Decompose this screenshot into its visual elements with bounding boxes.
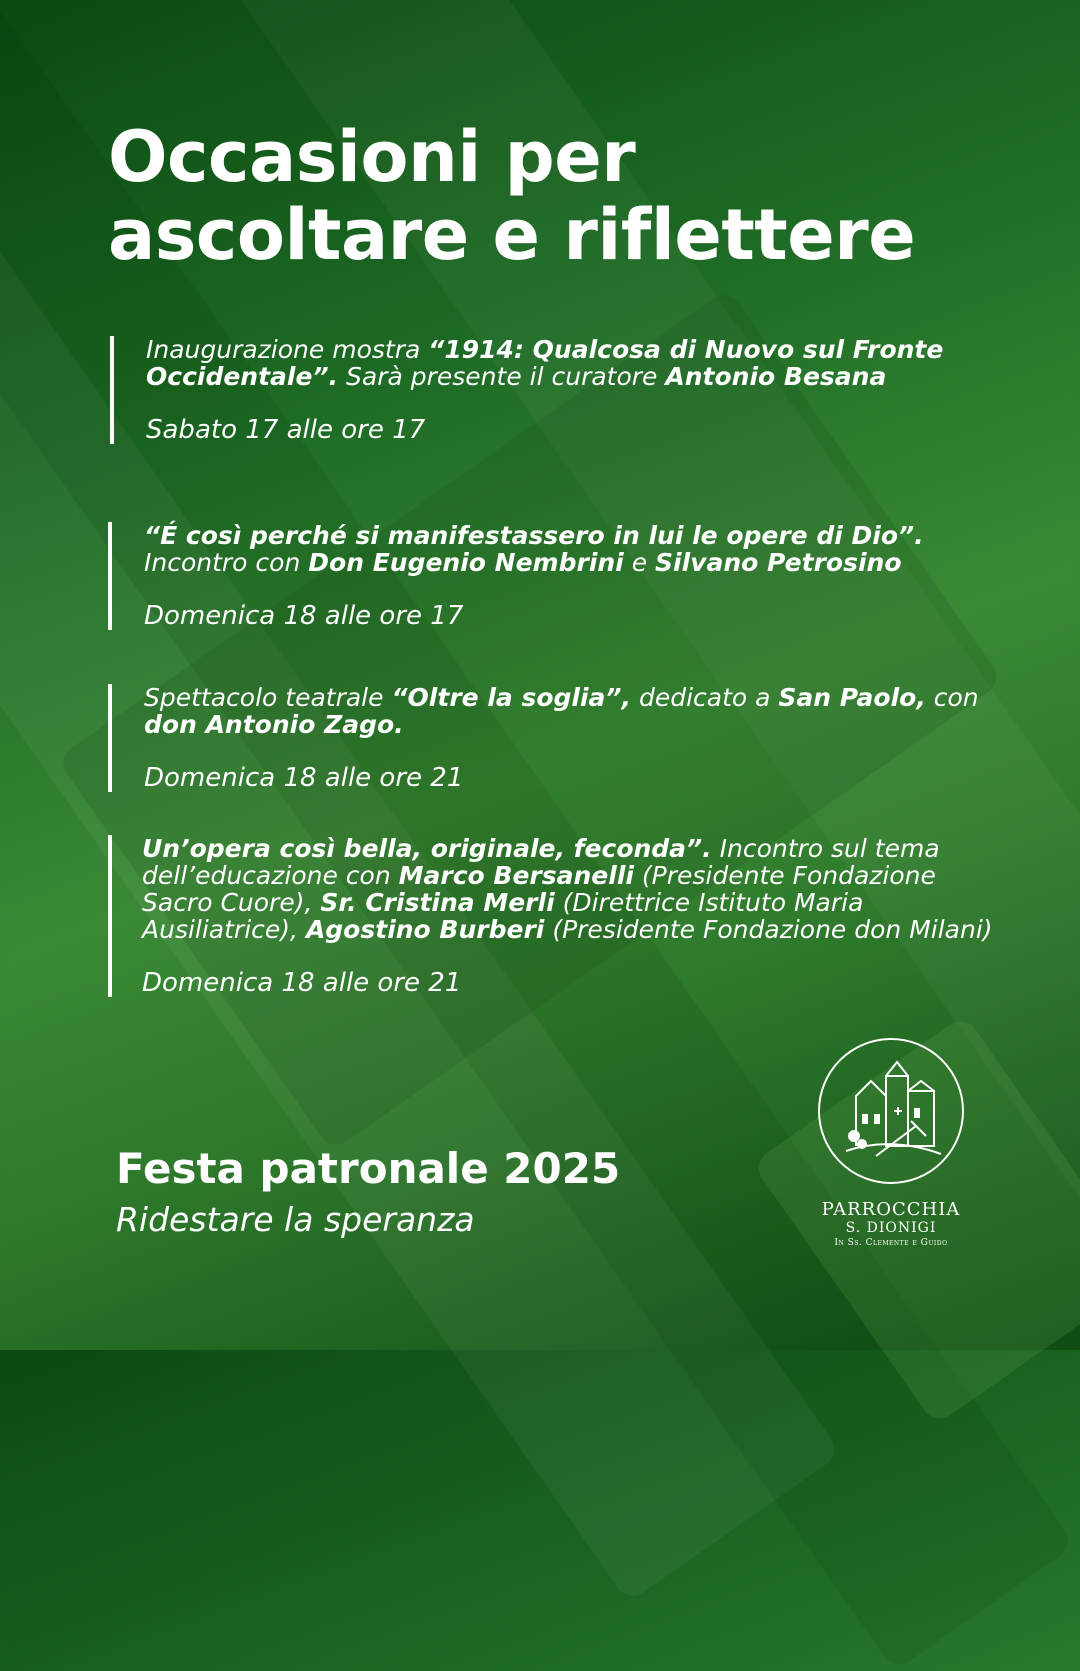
event-item xyxy=(110,336,996,444)
event-highlight-text: San Paolo, xyxy=(778,683,926,712)
event-highlight-text: Un’opera così bella, originale, feconda”. xyxy=(142,834,712,863)
festival-subtitle: Ridestare la speranza xyxy=(116,1200,475,1239)
event-datetime: Domenica 18 alle ore 17 xyxy=(144,601,464,631)
event-highlight-text: “1914: Qualcosa di Nuovo sul Fronte Occidentale”. xyxy=(146,335,944,391)
event-text: dedicato a xyxy=(631,683,779,712)
event-text: e xyxy=(623,548,656,577)
event-highlight-text: Silvano Petrosino xyxy=(655,548,902,577)
event-text: Incontro con xyxy=(144,548,309,577)
event-text: (Presidente Fondazione don Milani) xyxy=(544,915,993,944)
church-emblem-icon xyxy=(816,1036,966,1186)
event-highlight-text: don Antonio Zago. xyxy=(144,710,404,739)
event-highlight-text: Antonio Besana xyxy=(665,362,887,391)
logo-line-2: S. DIONIGI xyxy=(845,1220,937,1236)
event-item xyxy=(108,835,1012,997)
title-line-2: ascoltare e riflettere xyxy=(108,194,916,276)
event-text: Inaugurazione mostra xyxy=(146,335,429,364)
event-text: Incontro sul tema dell’educazione con xyxy=(142,834,940,890)
event-item xyxy=(108,684,994,792)
event-datetime: Sabato 17 alle ore 17 xyxy=(146,415,426,445)
event-highlight-text: Don Eugenio Nembrini xyxy=(308,548,624,577)
event-highlight-text: Sr. Cristina Merli xyxy=(320,888,555,917)
event-highlight-text: Agostino Burberi xyxy=(305,915,545,944)
event-item xyxy=(108,522,1014,630)
event-highlight-text: “Oltre la soglia”, xyxy=(391,683,632,712)
festival-title: Festa patronale 2025 xyxy=(116,1144,621,1193)
event-description xyxy=(144,522,1014,576)
event-datetime: Domenica 18 alle ore 21 xyxy=(144,763,464,793)
event-text: con xyxy=(925,683,979,712)
event-text: (Direttrice Istituto Maria Ausiliatrice), xyxy=(142,888,864,944)
event-highlight-text: “É così perché si manifestassero in lui le opere di Dio”. xyxy=(144,521,924,550)
parish-logo xyxy=(816,1036,966,1250)
page-title xyxy=(108,118,1008,274)
title-line-1: Occasioni per xyxy=(108,116,636,198)
event-text: (Presidente Fondazione Sacro Cuore), xyxy=(142,861,936,917)
event-text: Spettacolo teatrale xyxy=(144,683,392,712)
event-text: Sarà presente il curatore xyxy=(338,362,666,391)
event-highlight-text: Marco Bersanelli xyxy=(398,861,634,890)
event-description xyxy=(142,835,1012,943)
logo-line-1: PARROCCHIA xyxy=(821,1199,961,1220)
event-datetime: Domenica 18 alle ore 21 xyxy=(142,968,462,998)
event-description xyxy=(146,336,996,390)
logo-line-3: In Ss. Clemente e Guido xyxy=(834,1238,948,1248)
event-description xyxy=(144,684,994,738)
